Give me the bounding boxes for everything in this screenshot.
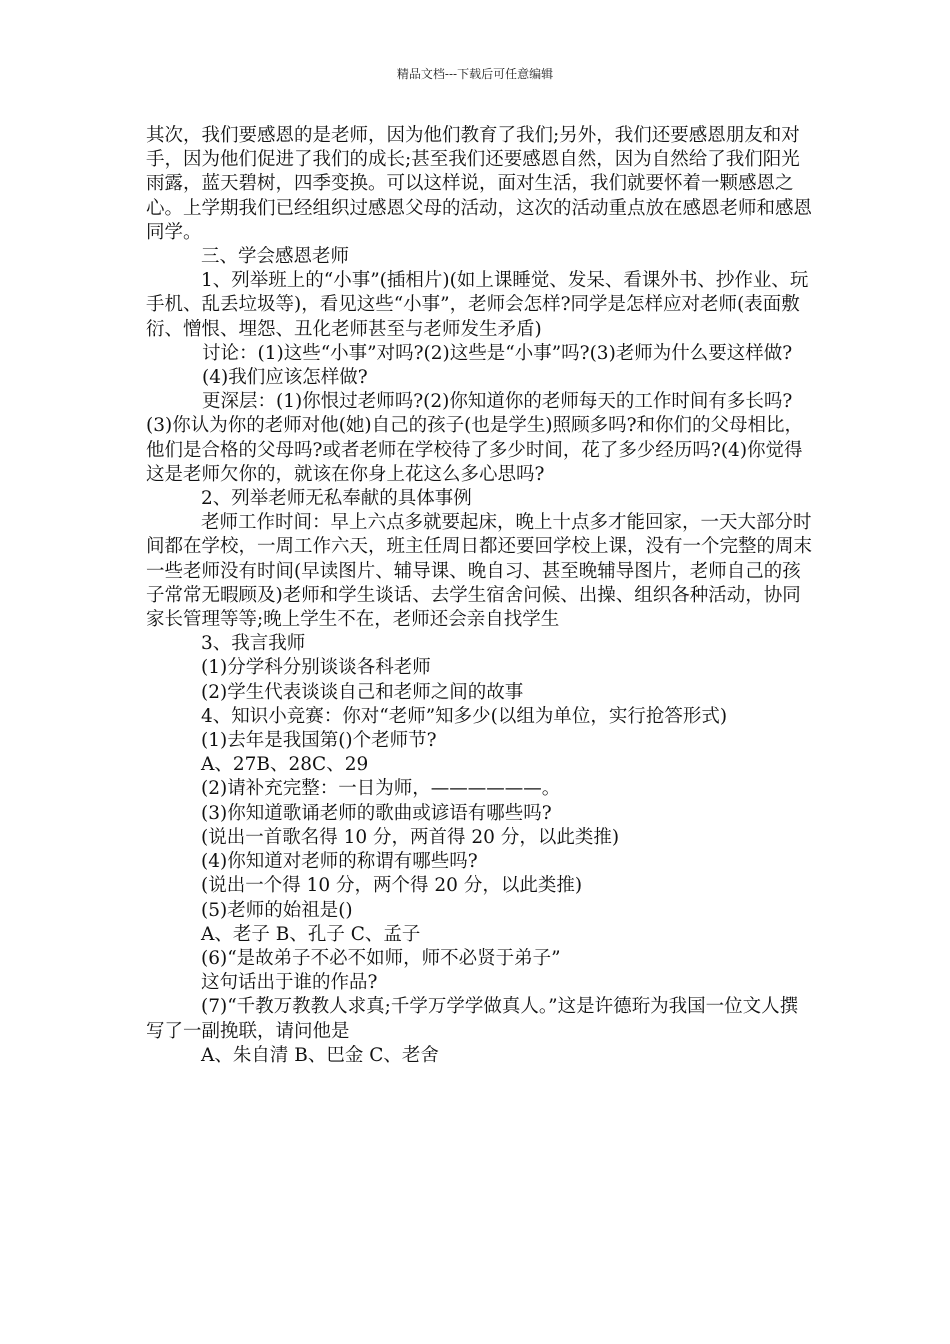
quiz-question-3: (3)你知道歌诵老师的歌曲或谚语有哪些吗? (201, 802, 552, 824)
paragraph-discussion-4: (4)我们应该怎样做? (202, 367, 368, 389)
quiz-note-4: (说出一个得 10 分，两个得 20 分，以此类推) (201, 875, 583, 897)
quiz-question-6-ask: 这句话出于谁的作品? (201, 972, 378, 994)
document-body (146, 124, 812, 1068)
paragraph-item-1: 1、列举班上的“小事”(插相片)(如上课睡觉、发呆、看课外书、抄作业、玩手机、乱丢垃圾等)，看见这些“小事”，老师会怎样?同学是怎样应对老师(表面敷衍、憎恨、埋怨、丑化老师甚至与老师发生矛盾) (146, 270, 809, 340)
paragraph-intro: 其次，我们要感恩的是老师，因为他们教育了我们;另外，我们还要感恩朋友和对手，因为他们促进了我们的成长;甚至我们还要感恩自然，因为自然给了我们阳光雨露，蓝天碧树，四季变换。可以这样说，面对生活，我们就要怀着一颗感恩之心。上学期我们已经组织过感恩父母的活动，这次的活动重点放在感恩老师和感恩同学。 (146, 125, 813, 243)
quiz-question-6: (6)“是故弟子不必不如师，师不必贤于弟子” (201, 947, 561, 969)
quiz-options-5: A、老子 B、孔子 C、孟子 (201, 923, 421, 945)
paragraph-item-3-1: (1)分学科分别谈谈各科老师 (201, 657, 431, 679)
quiz-question-1: (1)去年是我国第()个老师节? (201, 730, 437, 752)
paragraph-item-3: 3、我言我师 (201, 633, 306, 655)
quiz-question-7: (7)“千教万教教人求真;千学万学学做真人。”这是许德珩为我国一位文人撰写了一副挽联，请问他是 (146, 996, 799, 1042)
quiz-options-1: A、27B、28C、29 (201, 754, 369, 776)
quiz-question-5: (5)老师的始祖是() (201, 899, 353, 921)
paragraph-teacher-hours: 老师工作时间：早上六点多就要起床，晚上十点多才能回家，一天大部分时间都在学校，一周工作六天，班主任周日都还要回学校上课，没有一个完整的周末一些老师没有时间(早读图片、辅导课、晚自习、甚至晚辅导图片，老师自己的孩子常常无暇顾及)老师和学生谈话、去学生宿舍问候、出操、组织各种活动，协同家长管理等等;晚上学生不在，老师还会亲自找学生 (146, 512, 813, 631)
quiz-note-3: (说出一首歌名得 10 分，两首得 20 分，以此类推) (201, 826, 620, 848)
paragraph-item-3-2: (2)学生代表谈谈自己和老师之间的故事 (201, 681, 524, 703)
quiz-options-7: A、朱自清 B、巴金 C、老舍 (201, 1044, 439, 1066)
paragraph-deeper: 更深层：(1)你恨过老师吗?(2)你知道你的老师每天的工作时间有多长吗?(3)你认为你的老师对他(她)自己的孩子(也是学生)照顾多吗?和你们的父母相比，他们是合格的父母吗?或者老师在学校待了多少时间，花了多少经历吗?(4)你觉得这是老师欠你的，就该在你身上花这么多心思吗? (146, 391, 803, 485)
page-header: 精品文档---下载后可任意编辑 (396, 67, 554, 81)
paragraph-discussion: 讨论：(1)这些“小事”对吗?(2)这些是“小事”吗?(3)老师为什么要这样做? (202, 342, 793, 364)
section-heading: 三、学会感恩老师 (201, 246, 350, 268)
paragraph-item-2: 2、列举老师无私奉献的具体事例 (201, 488, 472, 510)
quiz-question-4: (4)你知道对老师的称谓有哪些吗? (201, 851, 478, 873)
quiz-question-2: (2)请补充完整：一日为师，——————。 (201, 778, 561, 800)
paragraph-item-4: 4、知识小竞赛：你对“老师”知多少(以组为单位，实行抢答形式) (201, 705, 728, 727)
